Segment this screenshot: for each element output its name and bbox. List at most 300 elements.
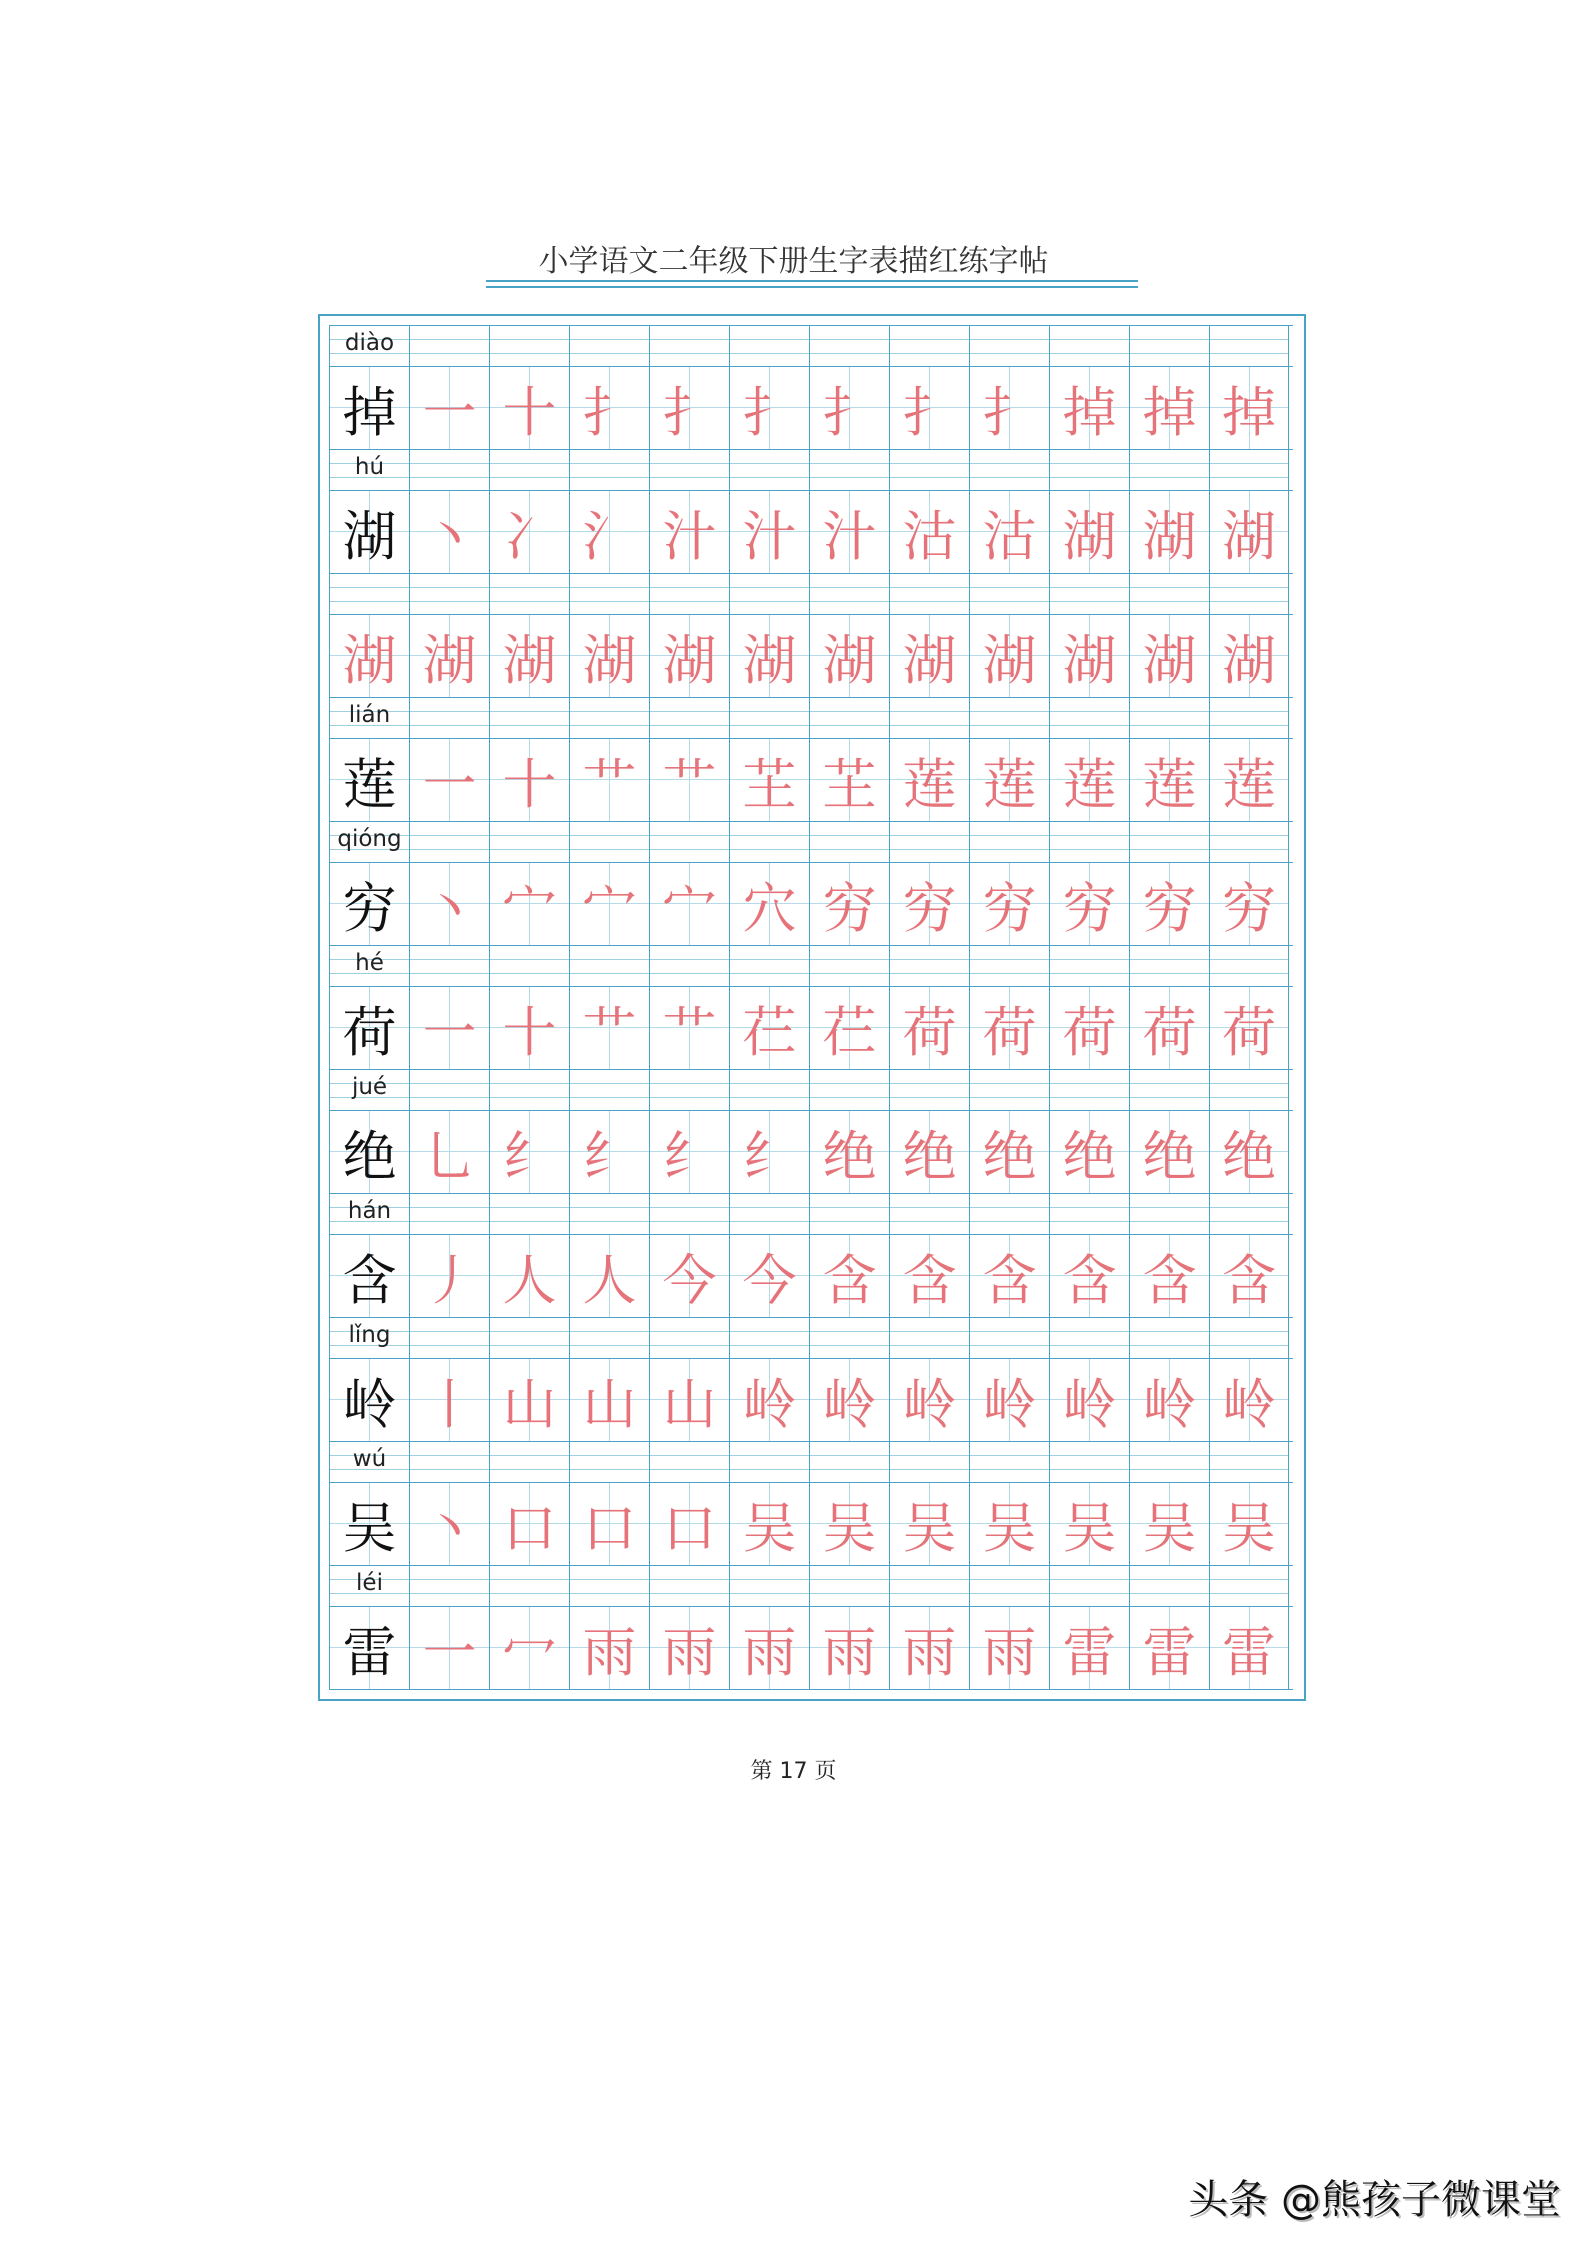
- title-underline: [486, 280, 1138, 288]
- stroke-stage-cell: 艹: [569, 987, 649, 1069]
- stroke-stage-cell: 汁: [649, 491, 729, 573]
- pinyin-cell: [409, 822, 489, 862]
- pinyin-cell: [649, 946, 729, 986]
- model-character: 掉: [329, 367, 409, 449]
- pinyin-row: [329, 1441, 1293, 1482]
- character-row: [329, 738, 1293, 821]
- stroke-stage-cell: 湖: [1129, 615, 1209, 697]
- model-character: 湖: [329, 491, 409, 573]
- stroke-stage-cell: 今: [649, 1235, 729, 1317]
- stroke-stage-cell: 冫: [489, 491, 569, 573]
- pinyin-cell: [969, 946, 1049, 986]
- stroke-stage-cell: 莲: [969, 739, 1049, 821]
- stroke-stage-cell: 莲: [1049, 739, 1129, 821]
- pinyin-cell: [729, 946, 809, 986]
- stroke-stage-cell: 绝: [1049, 1111, 1129, 1193]
- stroke-stage-cell: 莲: [1129, 739, 1209, 821]
- stroke-stage-cell: 荷: [1049, 987, 1129, 1069]
- pinyin-cell: [729, 1194, 809, 1234]
- model-character: 吴: [329, 1483, 409, 1565]
- pinyin-cell: [1129, 946, 1209, 986]
- stroke-stage-cell: 岭: [1129, 1359, 1209, 1441]
- character-block: [329, 821, 1293, 945]
- stroke-stage-cell: 纟: [489, 1111, 569, 1193]
- pinyin-cell: [969, 1566, 1049, 1606]
- stroke-stage-cell: 丨: [409, 1359, 489, 1441]
- stroke-stage-cell: 沽: [969, 491, 1049, 573]
- character-block: [329, 945, 1293, 1069]
- pinyin-cell: [329, 450, 409, 490]
- pinyin-cell: [1209, 450, 1289, 490]
- stroke-stage-cell: 穷: [969, 863, 1049, 945]
- stroke-stage-cell: 绝: [889, 1111, 969, 1193]
- pinyin-cell: [889, 698, 969, 738]
- model-character: 莲: [329, 739, 409, 821]
- stroke-stage-cell: 口: [489, 1483, 569, 1565]
- page-number: 第 17 页: [750, 1759, 837, 1784]
- stroke-stage-cell: 湖: [649, 615, 729, 697]
- pinyin-row: [329, 1317, 1293, 1358]
- stroke-stage-cell: 岭: [809, 1359, 889, 1441]
- pinyin-cell: [329, 946, 409, 986]
- stroke-stage-cell: 芢: [729, 987, 809, 1069]
- character-row: [329, 862, 1293, 945]
- pinyin-cell: [729, 698, 809, 738]
- stroke-stage-cell: 宀: [649, 863, 729, 945]
- character-block: [329, 449, 1293, 573]
- stroke-stage-cell: 湖: [1129, 491, 1209, 573]
- pinyin-label: wú: [352, 1446, 387, 1472]
- pinyin-cell: [569, 1070, 649, 1110]
- stroke-stage-cell: 雷: [1209, 1607, 1289, 1689]
- pinyin-cell: [1129, 822, 1209, 862]
- stroke-stage-cell: 含: [809, 1235, 889, 1317]
- stroke-stage-cell: 岭: [969, 1359, 1049, 1441]
- stroke-stage-cell: 掉: [1049, 367, 1129, 449]
- pinyin-cell: [569, 574, 649, 614]
- pinyin-cell: [329, 1566, 409, 1606]
- pinyin-cell: [489, 450, 569, 490]
- pinyin-cell: [409, 698, 489, 738]
- pinyin-cell: [969, 822, 1049, 862]
- stroke-stage-cell: 含: [969, 1235, 1049, 1317]
- stroke-stage-cell: 雨: [729, 1607, 809, 1689]
- stroke-stage-cell: 雨: [809, 1607, 889, 1689]
- stroke-stage-cell: 湖: [409, 615, 489, 697]
- pinyin-label: lián: [348, 702, 391, 728]
- character-row: [329, 614, 1293, 697]
- pinyin-cell: [489, 1442, 569, 1482]
- stroke-stage-cell: 氵: [569, 491, 649, 573]
- pinyin-row: [329, 449, 1293, 490]
- pinyin-cell: [809, 1194, 889, 1234]
- pinyin-cell: [1049, 1442, 1129, 1482]
- pinyin-cell: [1209, 574, 1289, 614]
- pinyin-cell: [1129, 1318, 1209, 1358]
- model-character: 绝: [329, 1111, 409, 1193]
- character-block: [329, 1193, 1293, 1317]
- character-block: [329, 573, 1293, 697]
- pinyin-cell: [329, 1070, 409, 1110]
- stroke-stage-cell: 吴: [729, 1483, 809, 1565]
- pinyin-cell: [489, 1070, 569, 1110]
- stroke-stage-cell: 艹: [649, 739, 729, 821]
- stroke-stage-cell: 含: [1209, 1235, 1289, 1317]
- pinyin-cell: [649, 698, 729, 738]
- pinyin-cell: [569, 822, 649, 862]
- pinyin-cell: [969, 1194, 1049, 1234]
- pinyin-cell: [569, 698, 649, 738]
- pinyin-label: hé: [355, 950, 384, 976]
- stroke-stage-cell: 扌: [649, 367, 729, 449]
- pinyin-cell: [569, 1194, 649, 1234]
- pinyin-cell: [809, 1442, 889, 1482]
- pinyin-cell: [1209, 1566, 1289, 1606]
- pinyin-cell: [729, 326, 809, 366]
- pinyin-cell: [1049, 450, 1129, 490]
- pinyin-label: hú: [354, 454, 385, 480]
- stroke-stage-cell: 岭: [889, 1359, 969, 1441]
- pinyin-row: [329, 697, 1293, 738]
- stroke-stage-cell: 今: [729, 1235, 809, 1317]
- pinyin-label: jué: [351, 1074, 388, 1100]
- pinyin-cell: [409, 946, 489, 986]
- stroke-stage-cell: 冖: [489, 1607, 569, 1689]
- stroke-stage-cell: 穷: [1049, 863, 1129, 945]
- pinyin-cell: [1129, 1566, 1209, 1606]
- stroke-stage-cell: 湖: [889, 615, 969, 697]
- model-character: 穷: [329, 863, 409, 945]
- pinyin-label: hán: [347, 1198, 392, 1224]
- stroke-stage-cell: 湖: [1049, 615, 1129, 697]
- pinyin-row: [329, 573, 1293, 614]
- model-character: 荷: [329, 987, 409, 1069]
- pinyin-cell: [809, 822, 889, 862]
- practice-grid: [329, 325, 1293, 1690]
- worksheet-title: 小学语文二年级下册生字表描红练字帖: [538, 244, 1049, 279]
- stroke-stage-cell: 艹: [649, 987, 729, 1069]
- pinyin-cell: [1209, 1070, 1289, 1110]
- pinyin-row: [329, 1193, 1293, 1234]
- stroke-stage-cell: 穷: [1209, 863, 1289, 945]
- pinyin-cell: [729, 450, 809, 490]
- pinyin-cell: [1049, 946, 1129, 986]
- model-character: 岭: [329, 1359, 409, 1441]
- stroke-stage-cell: 雨: [969, 1607, 1049, 1689]
- pinyin-cell: [969, 450, 1049, 490]
- pinyin-cell: [409, 1318, 489, 1358]
- pinyin-cell: [809, 1070, 889, 1110]
- stroke-stage-cell: 扌: [729, 367, 809, 449]
- stroke-stage-cell: 宀: [489, 863, 569, 945]
- pinyin-label: qióng: [337, 826, 402, 852]
- pinyin-cell: [1129, 574, 1209, 614]
- stroke-stage-cell: 山: [649, 1359, 729, 1441]
- pinyin-cell: [409, 1070, 489, 1110]
- pinyin-cell: [729, 574, 809, 614]
- character-block: [329, 1069, 1293, 1193]
- stroke-stage-cell: 沽: [889, 491, 969, 573]
- character-row: [329, 1606, 1293, 1690]
- stroke-stage-cell: 扌: [809, 367, 889, 449]
- pinyin-cell: [969, 698, 1049, 738]
- pinyin-cell: [889, 1318, 969, 1358]
- stroke-stage-cell: 十: [489, 739, 569, 821]
- pinyin-cell: [729, 822, 809, 862]
- pinyin-cell: [649, 326, 729, 366]
- stroke-stage-cell: 吴: [889, 1483, 969, 1565]
- stroke-stage-cell: 人: [569, 1235, 649, 1317]
- stroke-stage-cell: 宀: [569, 863, 649, 945]
- pinyin-row: [329, 325, 1293, 366]
- pinyin-cell: [329, 1442, 409, 1482]
- stroke-stage-cell: 汁: [729, 491, 809, 573]
- character-row: [329, 1110, 1293, 1193]
- pinyin-cell: [1209, 698, 1289, 738]
- pinyin-cell: [1209, 1442, 1289, 1482]
- pinyin-cell: [1049, 1318, 1129, 1358]
- pinyin-cell: [1049, 822, 1129, 862]
- pinyin-cell: [889, 574, 969, 614]
- pinyin-cell: [729, 1442, 809, 1482]
- stroke-stage-cell: 扌: [889, 367, 969, 449]
- pinyin-cell: [649, 1194, 729, 1234]
- stroke-stage-cell: 荷: [1129, 987, 1209, 1069]
- pinyin-cell: [569, 1566, 649, 1606]
- pinyin-cell: [409, 574, 489, 614]
- stroke-stage-cell: 掉: [1129, 367, 1209, 449]
- pinyin-cell: [889, 822, 969, 862]
- pinyin-cell: [569, 1318, 649, 1358]
- pinyin-cell: [1209, 1194, 1289, 1234]
- stroke-stage-cell: 掉: [1209, 367, 1289, 449]
- character-row: [329, 1234, 1293, 1317]
- pinyin-cell: [1049, 574, 1129, 614]
- character-block: [329, 697, 1293, 821]
- character-row: [329, 1358, 1293, 1441]
- stroke-stage-cell: 湖: [1209, 615, 1289, 697]
- pinyin-cell: [489, 822, 569, 862]
- stroke-stage-cell: 山: [569, 1359, 649, 1441]
- pinyin-row: [329, 1565, 1293, 1606]
- stroke-stage-cell: 穷: [1129, 863, 1209, 945]
- pinyin-cell: [889, 1442, 969, 1482]
- stroke-stage-cell: 十: [489, 367, 569, 449]
- stroke-stage-cell: 十: [489, 987, 569, 1069]
- pinyin-cell: [1049, 1194, 1129, 1234]
- stroke-stage-cell: 穷: [889, 863, 969, 945]
- pinyin-cell: [809, 450, 889, 490]
- watermark: 头条 @熊孩子微课堂: [1188, 2177, 1561, 2223]
- pinyin-cell: [969, 1442, 1049, 1482]
- stroke-stage-cell: 湖: [809, 615, 889, 697]
- stroke-stage-cell: 一: [409, 987, 489, 1069]
- pinyin-cell: [889, 450, 969, 490]
- stroke-stage-cell: 穴: [729, 863, 809, 945]
- stroke-stage-cell: 含: [889, 1235, 969, 1317]
- stroke-stage-cell: 荷: [969, 987, 1049, 1069]
- stroke-stage-cell: 湖: [569, 615, 649, 697]
- stroke-stage-cell: 丿: [409, 1235, 489, 1317]
- stroke-stage-cell: 一: [409, 739, 489, 821]
- stroke-stage-cell: 穷: [809, 863, 889, 945]
- stroke-stage-cell: 雷: [1049, 1607, 1129, 1689]
- pinyin-cell: [409, 326, 489, 366]
- stroke-stage-cell: 吴: [809, 1483, 889, 1565]
- stroke-stage-cell: 芢: [809, 987, 889, 1069]
- pinyin-cell: [649, 574, 729, 614]
- pinyin-cell: [329, 698, 409, 738]
- pinyin-label: léi: [356, 1570, 383, 1596]
- stroke-stage-cell: 岭: [1049, 1359, 1129, 1441]
- pinyin-cell: [1129, 326, 1209, 366]
- stroke-stage-cell: 芏: [729, 739, 809, 821]
- pinyin-cell: [729, 1318, 809, 1358]
- stroke-stage-cell: 雨: [569, 1607, 649, 1689]
- pinyin-cell: [489, 326, 569, 366]
- pinyin-cell: [809, 698, 889, 738]
- pinyin-cell: [569, 946, 649, 986]
- stroke-stage-cell: 湖: [489, 615, 569, 697]
- stroke-stage-cell: 含: [1049, 1235, 1129, 1317]
- pinyin-cell: [809, 1566, 889, 1606]
- pinyin-cell: [729, 1070, 809, 1110]
- pinyin-cell: [649, 822, 729, 862]
- pinyin-cell: [1129, 1194, 1209, 1234]
- pinyin-cell: [649, 1566, 729, 1606]
- stroke-stage-cell: 湖: [1049, 491, 1129, 573]
- stroke-stage-cell: 荷: [1209, 987, 1289, 1069]
- stroke-stage-cell: 纟: [649, 1111, 729, 1193]
- stroke-stage-cell: 乚: [409, 1111, 489, 1193]
- pinyin-cell: [489, 1566, 569, 1606]
- pinyin-cell: [569, 1442, 649, 1482]
- pinyin-cell: [809, 946, 889, 986]
- stroke-stage-cell: 绝: [1209, 1111, 1289, 1193]
- stroke-stage-cell: 扌: [969, 367, 1049, 449]
- pinyin-cell: [329, 822, 409, 862]
- pinyin-cell: [569, 326, 649, 366]
- stroke-stage-cell: 吴: [1209, 1483, 1289, 1565]
- pinyin-cell: [1209, 946, 1289, 986]
- stroke-stage-cell: 纟: [569, 1111, 649, 1193]
- pinyin-cell: [489, 1318, 569, 1358]
- stroke-stage-cell: 人: [489, 1235, 569, 1317]
- pinyin-label: diào: [344, 330, 395, 356]
- trace-cell: 湖: [329, 615, 409, 697]
- stroke-stage-cell: 汁: [809, 491, 889, 573]
- pinyin-cell: [729, 1566, 809, 1606]
- stroke-stage-cell: 丶: [409, 491, 489, 573]
- pinyin-cell: [649, 1070, 729, 1110]
- pinyin-row: [329, 821, 1293, 862]
- stroke-stage-cell: 艹: [569, 739, 649, 821]
- pinyin-row: [329, 945, 1293, 986]
- pinyin-cell: [809, 326, 889, 366]
- pinyin-cell: [969, 1318, 1049, 1358]
- model-character: 雷: [329, 1607, 409, 1689]
- pinyin-cell: [889, 946, 969, 986]
- character-row: [329, 1482, 1293, 1565]
- pinyin-cell: [889, 326, 969, 366]
- stroke-stage-cell: 湖: [729, 615, 809, 697]
- pinyin-cell: [489, 946, 569, 986]
- stroke-stage-cell: 莲: [889, 739, 969, 821]
- stroke-stage-cell: 芏: [809, 739, 889, 821]
- character-block: [329, 1441, 1293, 1565]
- character-block: [329, 1565, 1293, 1690]
- pinyin-cell: [1049, 698, 1129, 738]
- pinyin-cell: [969, 326, 1049, 366]
- stroke-stage-cell: 丶: [409, 863, 489, 945]
- pinyin-cell: [489, 698, 569, 738]
- pinyin-cell: [1049, 1070, 1129, 1110]
- stroke-stage-cell: 绝: [969, 1111, 1049, 1193]
- pinyin-cell: [649, 1442, 729, 1482]
- stroke-stage-cell: 岭: [1209, 1359, 1289, 1441]
- pinyin-cell: [809, 1318, 889, 1358]
- pinyin-cell: [889, 1070, 969, 1110]
- stroke-stage-cell: 山: [489, 1359, 569, 1441]
- stroke-stage-cell: 一: [409, 367, 489, 449]
- pinyin-cell: [809, 574, 889, 614]
- stroke-stage-cell: 吴: [1129, 1483, 1209, 1565]
- stroke-stage-cell: 雷: [1129, 1607, 1209, 1689]
- stroke-stage-cell: 口: [569, 1483, 649, 1565]
- pinyin-cell: [409, 1194, 489, 1234]
- pinyin-cell: [1209, 326, 1289, 366]
- stroke-stage-cell: 绝: [1129, 1111, 1209, 1193]
- character-row: [329, 366, 1293, 449]
- stroke-stage-cell: 绝: [809, 1111, 889, 1193]
- pinyin-cell: [489, 1194, 569, 1234]
- character-row: [329, 490, 1293, 573]
- pinyin-cell: [329, 326, 409, 366]
- character-row: [329, 986, 1293, 1069]
- pinyin-cell: [1209, 822, 1289, 862]
- stroke-stage-cell: 吴: [969, 1483, 1049, 1565]
- pinyin-cell: [329, 1318, 409, 1358]
- pinyin-cell: [1049, 1566, 1129, 1606]
- pinyin-cell: [969, 574, 1049, 614]
- stroke-stage-cell: 雨: [649, 1607, 729, 1689]
- stroke-stage-cell: 湖: [969, 615, 1049, 697]
- pinyin-cell: [1129, 698, 1209, 738]
- pinyin-cell: [1129, 450, 1209, 490]
- stroke-stage-cell: 扌: [569, 367, 649, 449]
- character-block: [329, 1317, 1293, 1441]
- stroke-stage-cell: 纟: [729, 1111, 809, 1193]
- stroke-stage-cell: 岭: [729, 1359, 809, 1441]
- stroke-stage-cell: 雨: [889, 1607, 969, 1689]
- pinyin-cell: [1129, 1442, 1209, 1482]
- pinyin-cell: [409, 1566, 489, 1606]
- pinyin-cell: [1209, 1318, 1289, 1358]
- stroke-stage-cell: 湖: [1209, 491, 1289, 573]
- stroke-stage-cell: 丶: [409, 1483, 489, 1565]
- character-block: [329, 325, 1293, 449]
- stroke-stage-cell: 一: [409, 1607, 489, 1689]
- pinyin-cell: [969, 1070, 1049, 1110]
- stroke-stage-cell: 口: [649, 1483, 729, 1565]
- stroke-stage-cell: 莲: [1209, 739, 1289, 821]
- pinyin-cell: [409, 450, 489, 490]
- model-character: 含: [329, 1235, 409, 1317]
- stroke-stage-cell: 吴: [1049, 1483, 1129, 1565]
- pinyin-cell: [409, 1442, 489, 1482]
- pinyin-cell: [649, 1318, 729, 1358]
- pinyin-cell: [569, 450, 649, 490]
